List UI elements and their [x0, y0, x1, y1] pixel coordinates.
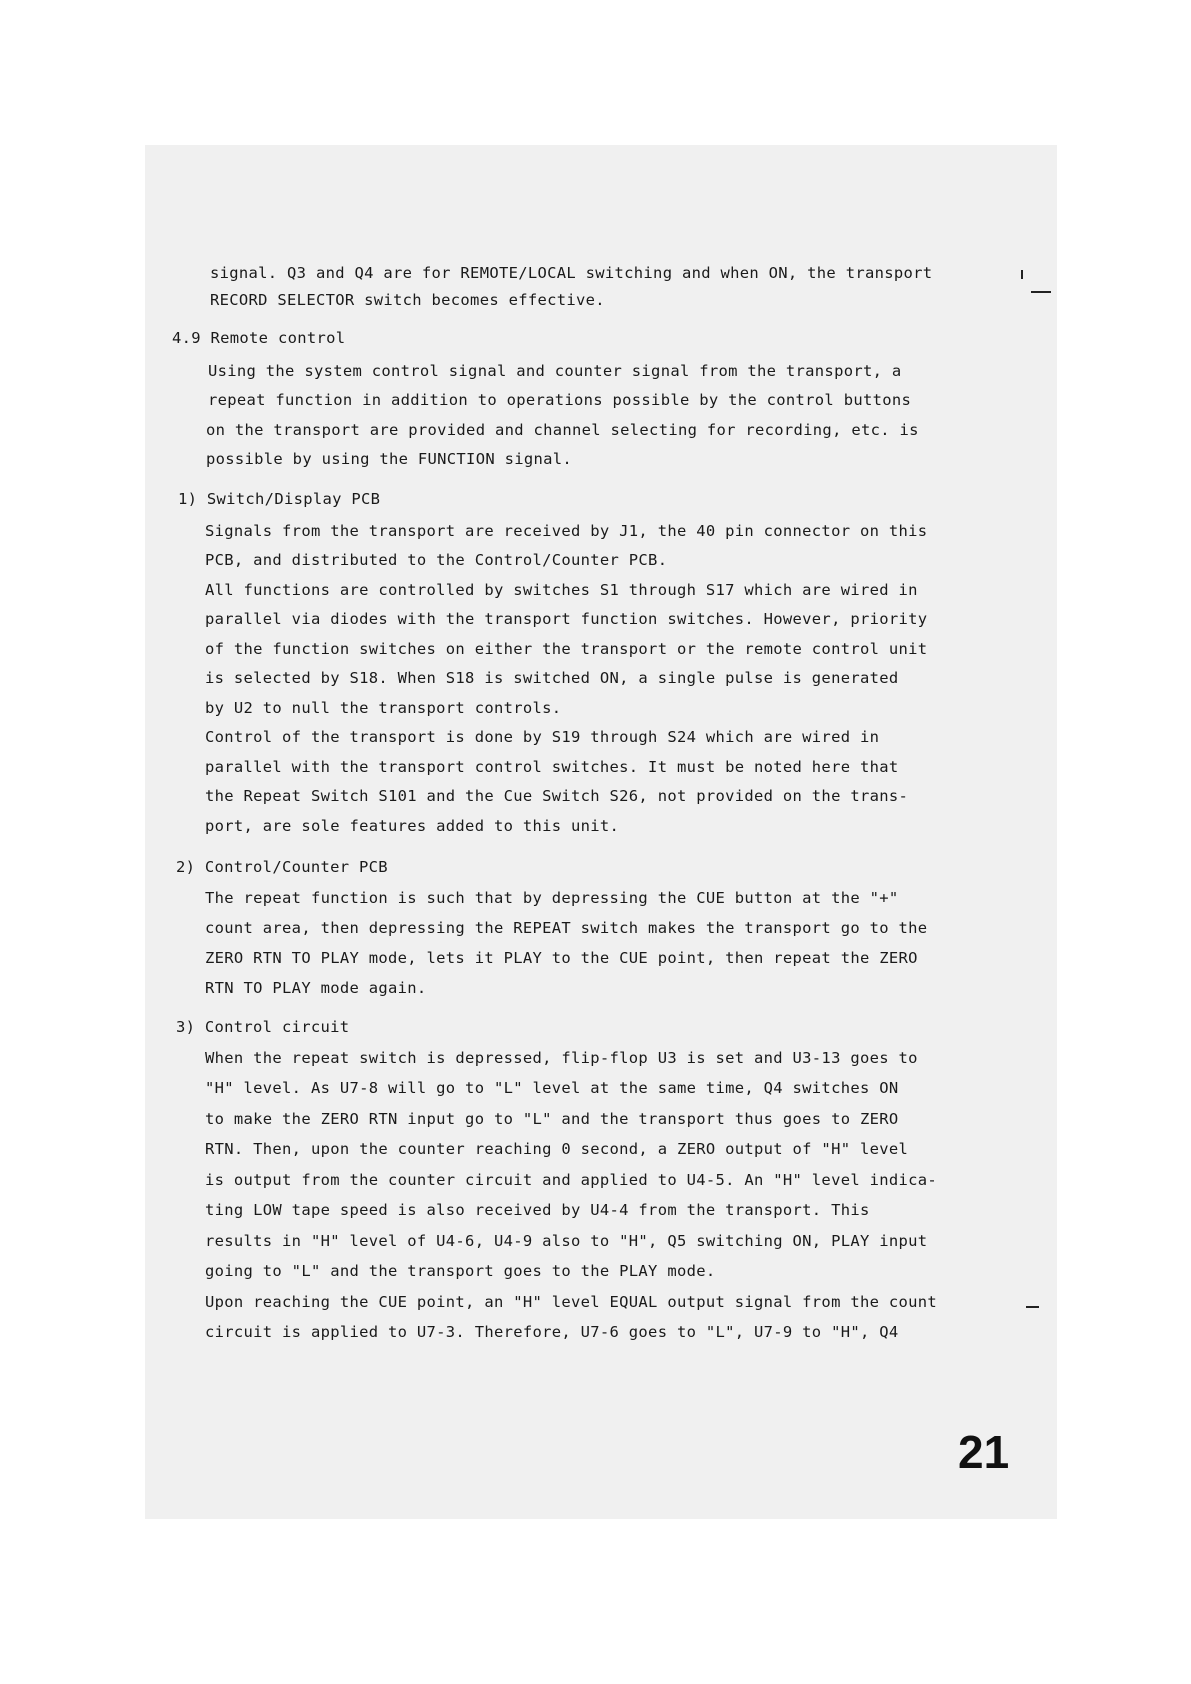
text-line: the Repeat Switch S101 and the Cue Switch S26, not provided on the trans-	[205, 787, 909, 805]
text-line: by U2 to null the transport controls.	[205, 699, 562, 717]
text-line: ZERO RTN TO PLAY mode, lets it PLAY to the CUE point, then repeat the ZERO	[205, 949, 918, 967]
text-line: count area, then depressing the REPEAT switch makes the transport go to the	[205, 919, 928, 937]
text-line: going to "L" and the transport goes to the PLAY mode.	[205, 1262, 716, 1280]
text-line: Control of the transport is done by S19 through S24 which are wired in	[205, 728, 880, 746]
text-line: ting LOW tape speed is also received by U4-4 from the transport. This	[205, 1201, 870, 1219]
text-line: is output from the counter circuit and applied to U4-5. An "H" level indica-	[205, 1171, 938, 1189]
section-heading: 4.9 Remote control	[172, 329, 346, 347]
text-line: Upon reaching the CUE point, an "H" level EQUAL output signal from the count	[205, 1293, 938, 1311]
subsection-heading: 2) Control/Counter PCB	[176, 858, 388, 876]
text-line: circuit is applied to U7-3. Therefore, U7-6 goes to "L", U7-9 to "H", Q4	[205, 1323, 899, 1341]
text-line: All functions are controlled by switches S1 through S17 which are wired in	[205, 581, 918, 599]
text-line: to make the ZERO RTN input go to "L" and the transport thus goes to ZERO	[205, 1110, 899, 1128]
text-line: is selected by S18. When S18 is switched ON, a single pulse is generated	[205, 669, 899, 687]
text-line: on the transport are provided and channel selecting for recording, etc. is	[206, 421, 919, 439]
text-line: The repeat function is such that by depressing the CUE button at the "+"	[205, 889, 899, 907]
text-line: repeat function in addition to operations possible by the control buttons	[208, 391, 912, 409]
text-line: of the function switches on either the transport or the remote control unit	[205, 640, 928, 658]
text-line: RTN. Then, upon the counter reaching 0 second, a ZERO output of "H" level	[205, 1140, 909, 1158]
page-number: 21	[958, 1426, 1010, 1478]
text-line: parallel via diodes with the transport function switches. However, priority	[205, 610, 928, 628]
text-line: PCB, and distributed to the Control/Counter PCB.	[205, 551, 668, 569]
text-line: RECORD SELECTOR switch becomes effective.	[210, 291, 605, 309]
text-line: "H" level. As U7-8 will go to "L" level at the same time, Q4 switches ON	[205, 1079, 899, 1097]
margin-tick-mark	[1026, 1306, 1039, 1308]
subsection-heading: 3) Control circuit	[176, 1018, 350, 1036]
text-line: parallel with the transport control switches. It must be noted here that	[205, 758, 899, 776]
text-line: port, are sole features added to this unit.	[205, 817, 620, 835]
text-line: possible by using the FUNCTION signal.	[206, 450, 573, 468]
text-line: Signals from the transport are received by J1, the 40 pin connector on this	[205, 522, 928, 540]
text-line: results in "H" level of U4-6, U4-9 also to "H", Q5 switching ON, PLAY input	[205, 1232, 928, 1250]
text-line: Using the system control signal and counter signal from the transport, a	[208, 362, 902, 380]
margin-tick-mark	[1021, 270, 1023, 279]
text-line: signal. Q3 and Q4 are for REMOTE/LOCAL switching and when ON, the transport	[210, 264, 933, 282]
text-line: When the repeat switch is depressed, flip-flop U3 is set and U3-13 goes to	[205, 1049, 918, 1067]
subsection-heading: 1) Switch/Display PCB	[178, 490, 381, 508]
margin-tick-mark	[1031, 291, 1051, 293]
text-line: RTN TO PLAY mode again.	[205, 979, 427, 997]
